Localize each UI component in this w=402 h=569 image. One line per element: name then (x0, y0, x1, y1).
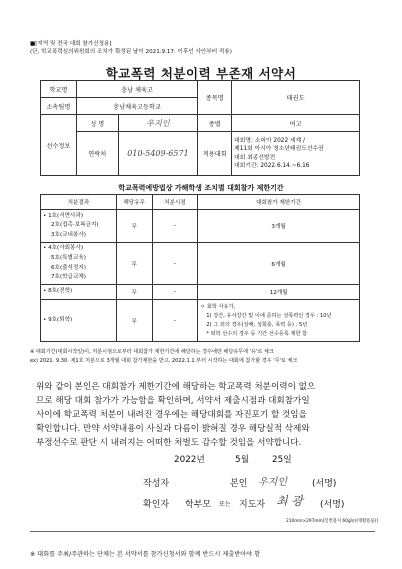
name-label: 성 명 (76, 115, 118, 132)
school-value: 충남 체육고 (76, 81, 197, 98)
applicable-cell: 무 (116, 210, 152, 243)
team-value: 충남체육고등학교 (76, 98, 197, 115)
pledge-line: 사이에 학교폭력 처분이 내려진 경우에는 해당대회를 자진포기 할 것임을 (36, 409, 307, 420)
pledge-line: 확인합니다. 만약 서약내용이 사실과 다름이 밝혀질 경우 해당실적 삭제와 (36, 423, 310, 434)
period-cell: 3개월 (198, 210, 360, 243)
col-header-result: 처분결과 (41, 195, 117, 210)
table-row (41, 243, 360, 285)
paper-size-note: 210mm×297mm[일반용지 60g/㎡(재활용품)] (286, 519, 378, 524)
header-category: ■[지역 및 전국 대회 참가신청용] (30, 41, 112, 47)
col-header-timing: 처분시점 (152, 195, 198, 210)
col-header-applicable: 해당유무 (116, 195, 152, 210)
coach-label: 지도자 (239, 500, 266, 510)
timing-cell: – (152, 285, 198, 300)
pledge-text (36, 381, 372, 451)
result-item: 2호(접촉·보복금지) (51, 222, 99, 229)
coach-signature-seal: (서명) (320, 500, 345, 510)
period-line: * 퇴학 선수의 경우 등 기간 선수등록 제한 함 (206, 330, 308, 337)
event-label: 종목명 (198, 81, 232, 115)
applicable-cell: 무 (116, 300, 152, 342)
school-label: 학교명 (41, 81, 77, 98)
timing-cell: – (152, 210, 198, 243)
section-title: 학교폭력예방법상 가해학생 조치별 대회참가 제한기간 (118, 184, 284, 192)
player-label: 선수정보 (41, 115, 77, 176)
coach-signature-handwriting: 최 광 (276, 494, 303, 508)
tournament-line: 대회기간: 2022.6.14.~6.16 (234, 162, 310, 169)
tournament-label: 적용대회 (198, 132, 232, 176)
confirm-label: 확인자 (143, 500, 170, 510)
timing-cell: – (152, 243, 198, 285)
result-item: 6호(출석정지) (51, 264, 86, 271)
page-title: 학교폭력 처분이력 부존재 서약서 (105, 66, 297, 81)
result-cell (41, 243, 117, 285)
result-item: 3호(교내봉사) (51, 231, 86, 238)
table-row (41, 285, 360, 300)
period-cell: 6개월 (198, 243, 360, 285)
gender-value: 여고 (232, 115, 360, 132)
self-label: 본인 (230, 479, 248, 489)
period-line: 2) 그 외의 경우(상해, 성희롱, 폭력 등) : 5년 (206, 321, 308, 328)
table-row (41, 210, 360, 243)
col-header-period: 대회참가 제한기간 (198, 195, 360, 210)
restriction-table (40, 194, 360, 342)
result-cell (41, 285, 117, 300)
result-cell (41, 300, 117, 342)
period-cell: 12개월 (198, 285, 360, 300)
info-table (40, 80, 360, 176)
table-row (41, 300, 360, 342)
date-year: 2022년 (174, 455, 205, 465)
period-line: 1) 강간, 유사강간 및 이에 준하는 성폭력인 경우 : 10년 (206, 312, 332, 319)
event-value: 태권도 (232, 81, 360, 115)
date-day: 25일 (272, 455, 292, 465)
result-item: 5호(특별교육) (51, 254, 86, 261)
tournament-line: 대회 최종선발전 (234, 154, 276, 161)
tournament-value (232, 132, 360, 176)
self-signature-handwriting: 우지인 (258, 477, 287, 488)
result-item: • 4호(사회봉사) (43, 245, 84, 252)
gender-label: 종별 (198, 115, 232, 132)
result-cell (41, 210, 117, 243)
result-item: 7호(학급교체) (51, 274, 86, 281)
header-note: (단, 학교폭력심의위원회의 조치가 확정된 날이 2021.9.17. 이후인 사안부터 적용) (30, 49, 232, 55)
applicable-cell: 무 (116, 243, 152, 285)
bottom-note: ※ 대회를 주최/주관하는 단체는 본 서약서를 참가신청서와 함께 반드시 제출받아야 함 (30, 551, 261, 558)
parent-label: 학부모 (185, 500, 212, 510)
applicable-cell: 무 (116, 285, 152, 300)
timing-cell: – (152, 300, 198, 342)
tournament-line: 대회명: 소피아 2022 세계 / (234, 137, 305, 144)
result-item: • 1호(서면사과) (43, 212, 84, 219)
contact-handwriting: 010-5409-6571 (127, 149, 189, 158)
divider (30, 531, 375, 532)
pledge-line: 므로 해당 대회 참가가 가능함을 확인하며, 서약서 제출시점과 대회참가일 (36, 395, 310, 406)
period-line: ㅇ 회학 사유가, (200, 303, 236, 310)
period-cell (198, 300, 360, 342)
date-month: 5월 (235, 455, 250, 465)
self-signature-seal: (서명) (312, 479, 337, 489)
team-label: 소속팀명 (41, 98, 77, 115)
author-label: 작성자 (143, 479, 170, 489)
pledge-line: 위와 같이 본인은 대회참가 제한기간에 해당하는 학교폭력 처분이력이 없으 (36, 382, 316, 392)
name-handwriting: 우지인 (146, 118, 170, 128)
result-item: • 9호(퇴학) (43, 316, 73, 323)
or-label: 또는 (219, 501, 231, 508)
contact-label: 연락처 (76, 132, 118, 176)
footnote: ※ 대회기간(대회시작일)이, 처분시점으로부터 대회참가 제한기간에 해당하는 경우에만 해당유무에 '유'로 체크 (30, 349, 274, 355)
footnote: ex) 2021. 9.30. 제1호 처분으로 3개월 대회 참가제한을 받고, 2022.1.1.부터 시작하는 대회에 참가할 경우 '무'로 체크 (30, 358, 298, 364)
pledge-line: 부정선수로 판단 시 내려지는 어떠한 처벌도 감수할 것임을 서약합니다. (36, 437, 302, 448)
name-value (118, 115, 198, 132)
tournament-line: 제11회 아시아 청소년태권도선수권 (234, 146, 324, 153)
result-item: • 8호(전학) (43, 288, 73, 295)
contact-value (118, 132, 198, 176)
